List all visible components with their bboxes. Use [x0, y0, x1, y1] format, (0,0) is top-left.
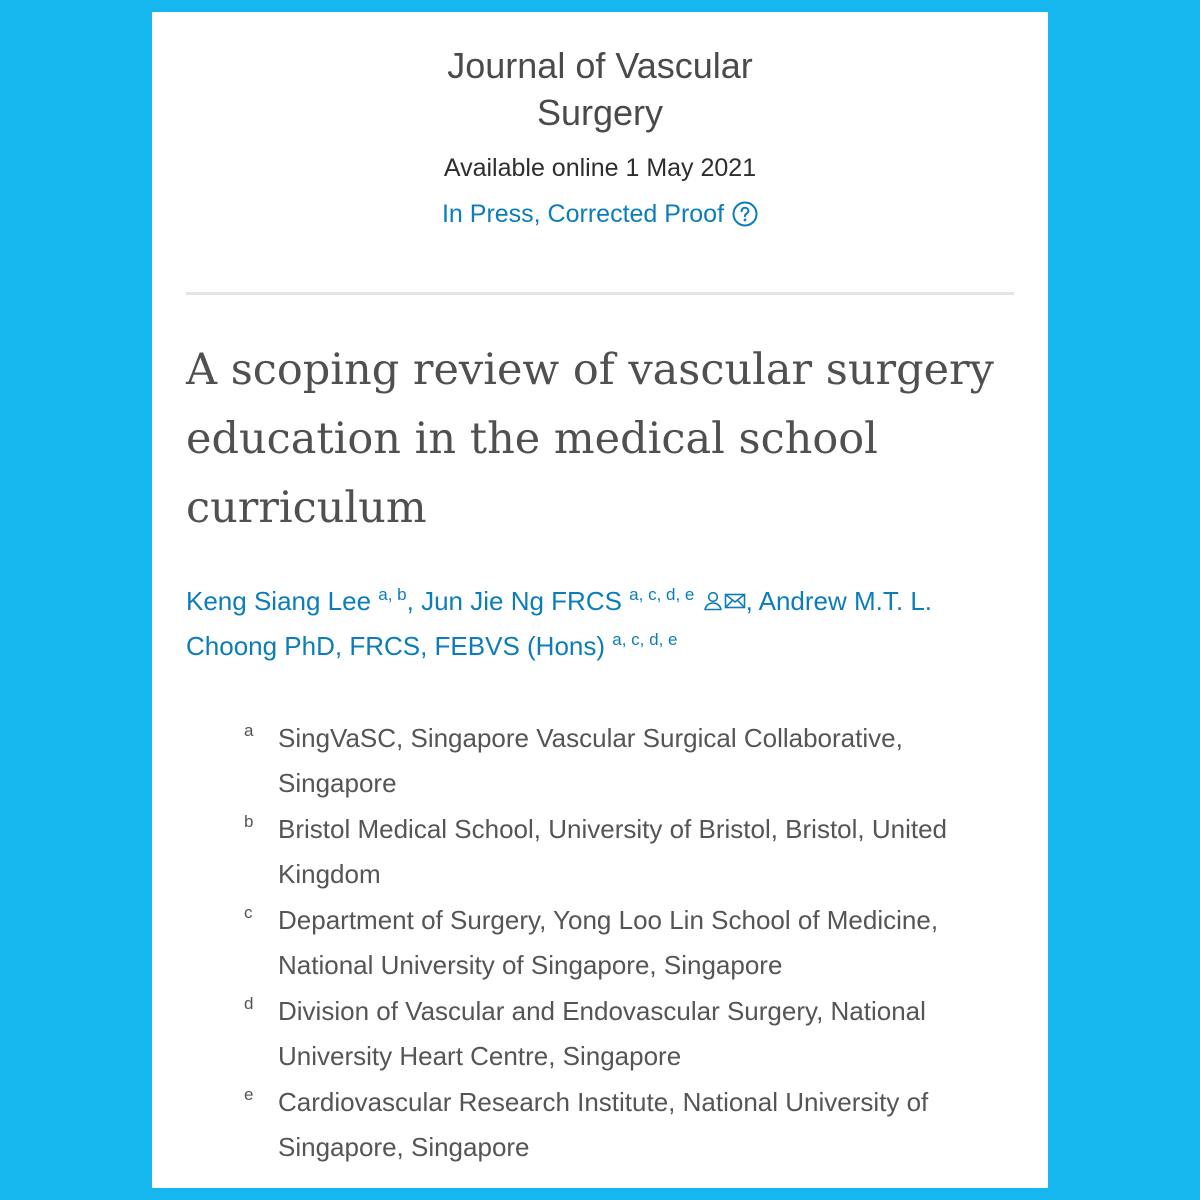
affiliation-text — [278, 898, 1032, 988]
article-status[interactable] — [152, 198, 1048, 230]
affiliation-label: e — [244, 1085, 254, 1104]
affiliation-line: Singapore — [278, 768, 397, 798]
affiliation-label: c — [244, 903, 253, 922]
author-line: Keng Siang Lee $^{a, b}$, Jun Jie Ng FRCS $^{a, c, d, e}$ , Andrew M.T. L. — [186, 585, 933, 616]
journal-title-line2[interactable]: Surgery — [536, 92, 664, 133]
email-icon[interactable] — [724, 590, 746, 612]
affiliation-line: Division of Vascular and Endovascular Surgery, National — [278, 996, 926, 1026]
affiliation-item — [242, 807, 1032, 897]
author-affiliation-refs[interactable]: a, b — [378, 585, 407, 604]
author-list — [186, 579, 1026, 669]
affiliation-item — [242, 898, 1032, 988]
affiliation-list — [242, 716, 1032, 1171]
affiliation-label: d — [244, 994, 254, 1013]
affiliation-item — [242, 989, 1032, 1079]
author-name[interactable]: Andrew M.T. L. — [758, 586, 933, 616]
article-title-line: A scoping review of vascular surgery — [186, 345, 994, 395]
article-card — [152, 12, 1048, 1188]
affiliation-line: Cardiovascular Research Institute, National University of — [278, 1087, 929, 1117]
status-link[interactable]: In Press, Corrected Proof — [441, 200, 725, 228]
author-name[interactable]: Keng Siang Lee — [186, 586, 372, 616]
affiliation-line: National University of Singapore, Singapore — [278, 950, 783, 980]
article-title-line: curriculum — [186, 483, 427, 533]
affiliation-item — [242, 1080, 1032, 1170]
author-name-continued[interactable]: Choong PhD, FRCS, FEBVS (Hons) — [186, 631, 606, 661]
available-online-date: Available online 1 May 2021 — [443, 154, 757, 182]
article-title — [186, 336, 1026, 543]
affiliation-text — [278, 989, 1032, 1079]
affiliation-line: Department of Surgery, Yong Loo Lin School of Medicine, — [278, 905, 939, 935]
author-name[interactable]: Jun Jie Ng FRCS — [421, 586, 622, 616]
affiliation-text — [278, 807, 1032, 897]
affiliation-line: SingVaSC, Singapore Vascular Surgical Collaborative, — [278, 723, 903, 753]
author-affiliation-refs[interactable]: a, c, d, e — [629, 585, 695, 604]
affiliation-label: b — [244, 812, 254, 831]
affiliation-item — [242, 716, 1032, 806]
author-line — [186, 624, 1026, 669]
affiliation-text — [278, 1080, 1032, 1170]
help-circle-icon[interactable] — [732, 201, 758, 227]
header-divider — [186, 292, 1014, 295]
affiliation-line: Singapore, Singapore — [278, 1132, 530, 1162]
affiliation-line: Kingdom — [278, 859, 381, 889]
affiliation-line: University Heart Centre, Singapore — [278, 1041, 682, 1071]
affiliation-line: Bristol Medical School, University of Bristol, Bristol, United — [278, 814, 948, 844]
journal-title[interactable] — [152, 42, 1048, 136]
journal-title-line1[interactable]: Journal of Vascular — [447, 45, 753, 86]
affiliation-label: a — [244, 721, 254, 740]
person-icon[interactable] — [702, 590, 724, 612]
author-affiliation-refs[interactable]: a, c, d, e — [612, 630, 678, 649]
affiliation-text — [278, 716, 1032, 806]
article-title-line: education in the medical school — [186, 414, 878, 464]
